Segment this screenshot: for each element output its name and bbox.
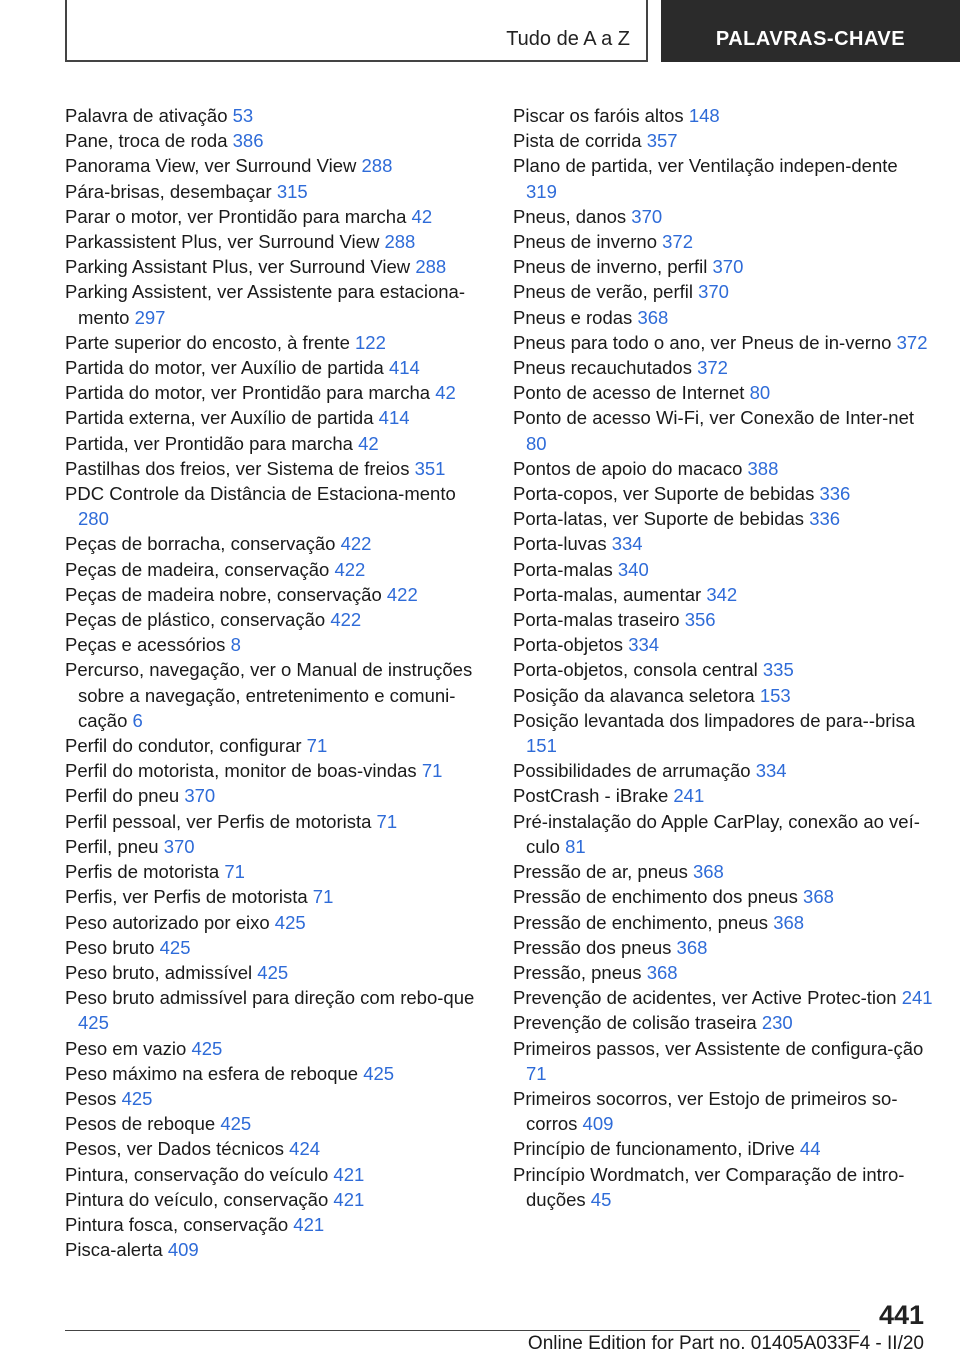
index-entry-page-link[interactable]: 71 [224, 861, 245, 883]
index-entry [513, 380, 933, 405]
index-entry-page-link[interactable]: 370 [163, 835, 195, 857]
index-entry-page-link[interactable]: 388 [747, 457, 779, 479]
index-entry [65, 557, 490, 582]
index-entry [513, 985, 933, 1010]
index-entry-page-link[interactable]: 368 [773, 911, 805, 933]
index-entry [65, 607, 490, 632]
index-entry-page-link[interactable]: 356 [684, 609, 716, 631]
index-entry-term: Primeiros passos, ver Assistente de configura-ção [513, 1037, 924, 1059]
index-entry-page-link[interactable]: 336 [819, 483, 851, 505]
index-column-right [513, 103, 933, 1212]
index-entry-page-link[interactable]: 288 [415, 256, 447, 278]
index-entry [65, 1212, 490, 1237]
index-entry-page-link[interactable]: 6 [132, 709, 143, 731]
index-entry-term: Pressão de enchimento, pneus [513, 911, 769, 933]
index-entry [513, 758, 933, 783]
index-entry [65, 179, 490, 204]
index-entry-page-link[interactable]: 80 [749, 382, 771, 404]
index-entry-page-link[interactable]: 44 [799, 1138, 821, 1160]
index-entry-term: Porta-malas [513, 558, 613, 580]
tab-label: PALAVRAS-CHAVE [715, 28, 906, 50]
index-entry-page-link[interactable]: 372 [896, 331, 928, 353]
index-entry [513, 1086, 933, 1136]
index-entry-term: Partida do motor, ver Prontidão para marcha [65, 382, 431, 404]
index-entry-page-link[interactable]: 351 [414, 457, 446, 479]
index-entry-term: Posição levantada dos limpadores de para--brisa [513, 709, 916, 731]
index-entry-page-link[interactable]: 153 [759, 684, 791, 706]
index-entry [65, 128, 490, 153]
index-entry-page-link[interactable]: 421 [333, 1163, 365, 1185]
index-entry-page-link[interactable]: 297 [134, 306, 166, 328]
index-entry [65, 1136, 490, 1161]
index-entry-term: Panorama View, ver Surround View [65, 155, 357, 177]
index-entry-page-link[interactable]: 80 [526, 432, 547, 454]
index-entry-page-link[interactable]: 425 [78, 1012, 109, 1034]
index-entry [513, 254, 933, 279]
index-column-left [65, 103, 490, 1262]
index-entry-page-link[interactable]: 368 [646, 961, 678, 983]
index-entry-term: Pneus de verão, perfil [513, 281, 693, 303]
index-entry-term: Pesos [65, 1087, 117, 1109]
index-entry [65, 405, 490, 430]
index-entry [65, 733, 490, 758]
index-entry-term: Pressão de ar, pneus [513, 861, 688, 883]
index-entry-page-link[interactable]: 288 [384, 231, 416, 253]
index-entry-term: Peso autorizado por eixo [65, 911, 270, 933]
index-entry-term: Pesos de reboque [65, 1113, 216, 1135]
index-entry [65, 204, 490, 229]
index-entry [513, 960, 933, 985]
index-entry-page-link[interactable]: 370 [631, 205, 663, 227]
index-entry-page-link[interactable]: 315 [276, 180, 308, 202]
index-entry [65, 103, 490, 128]
index-entry-term: Peças de madeira, conservação [65, 558, 330, 580]
index-entry-term: Posição da alavanca seletora [513, 684, 755, 706]
index-entry [513, 783, 933, 808]
index-entry-term: Porta-copos, ver Suporte de bebidas [513, 483, 815, 505]
index-entry-term: Ponto de acesso Wi-Fi, ver Conexão de Inter-net [513, 407, 915, 429]
index-entry-page-link[interactable]: 422 [340, 533, 372, 555]
index-entry-term: Peças de madeira nobre, conservação [65, 583, 382, 605]
index-entry [65, 254, 490, 279]
index-entry [65, 431, 490, 456]
index-entry [65, 884, 490, 909]
index-entry-term: Pressão dos pneus [513, 936, 672, 958]
index-entry-term: Pré-instalação do Apple CarPlay, conexão ao veí-culo [513, 810, 920, 857]
index-entry-term: Parar o motor, ver Prontidão para marcha [65, 205, 407, 227]
index-entry-term: Partida, ver Prontidão para marcha [65, 432, 353, 454]
index-entry-page-link[interactable]: 425 [363, 1062, 395, 1084]
index-entry-page-link[interactable]: 414 [388, 357, 420, 379]
index-entry [513, 481, 933, 506]
index-entry-page-link[interactable]: 241 [901, 987, 933, 1009]
index-entry-term: Pane, troca de roda [65, 130, 228, 152]
index-entry-page-link[interactable]: 422 [334, 558, 366, 580]
index-entry-term: Perfil do motorista, monitor de boas-vindas [65, 760, 417, 782]
index-entry-term: Pintura do veículo, conservação [65, 1188, 329, 1210]
index-entry-term: Peso bruto [65, 936, 155, 958]
index-entry-page-link[interactable]: 422 [386, 583, 418, 605]
index-entry-page-link[interactable]: 230 [761, 1012, 793, 1034]
index-entry-term: Plano de partida, ver Ventilação indepen-dente [513, 155, 898, 177]
index-entry-term: Prevenção de acidentes, ver Active Protec-tion [513, 987, 897, 1009]
index-entry-term: Prevenção de colisão traseira [513, 1012, 757, 1034]
index-entry-page-link[interactable]: 370 [698, 281, 729, 303]
index-entry [513, 607, 933, 632]
index-entry [65, 783, 490, 808]
page-number: 441 [878, 1300, 924, 1330]
index-entry-term: Porta-malas traseiro [513, 609, 680, 631]
index-entry-page-link[interactable]: 368 [803, 886, 834, 908]
index-entry-page-link[interactable]: 372 [697, 357, 728, 379]
index-entry [513, 935, 933, 960]
index-entry-term: Porta-malas, aumentar [513, 583, 702, 605]
index-entry [513, 330, 933, 355]
index-entry [513, 305, 933, 330]
index-entry [513, 1036, 933, 1086]
index-entry [65, 1111, 490, 1136]
index-entry [513, 582, 933, 607]
index-entry [65, 355, 490, 380]
index-entry-page-link[interactable]: 335 [762, 659, 794, 681]
index-entry-term: Peso bruto, admissível [65, 961, 253, 983]
index-entry-term: Peso bruto admissível para direção com rebo-que [65, 987, 475, 1009]
index-entry [513, 153, 933, 203]
index-entry-term: Pressão de enchimento dos pneus [513, 886, 798, 908]
index-entry [513, 1136, 933, 1161]
index-entry [513, 809, 933, 859]
index-entry-page-link[interactable]: 368 [692, 861, 724, 883]
index-entry-page-link[interactable]: 71 [376, 810, 398, 832]
index-entry-term: Porta-objetos, consola central [513, 659, 758, 681]
index-entry-term: Parkassistent Plus, ver Surround View [65, 231, 380, 253]
index-entry [65, 531, 490, 556]
index-entry [513, 456, 933, 481]
index-entry [65, 960, 490, 985]
index-entry [513, 859, 933, 884]
index-entry-term: Pressão, pneus [513, 961, 642, 983]
index-entry-page-link[interactable]: 45 [590, 1188, 612, 1210]
index-entry [513, 355, 933, 380]
index-entry [65, 229, 490, 254]
index-entry [65, 481, 490, 531]
index-entry-page-link[interactable]: 414 [378, 407, 410, 429]
index-entry-term: Parking Assistant Plus, ver Surround View [65, 256, 411, 278]
index-entry-term: Percurso, navegação, ver o Manual de instruções sobre a navegação, entretenimento e comuni-cação [65, 659, 473, 731]
index-entry-term: Pneus recauchutados [513, 357, 692, 379]
index-entry-term: Pastilhas dos freios, ver Sistema de freios [65, 457, 410, 479]
index-entry [513, 204, 933, 229]
index-entry-term: Princípio Wordmatch, ver Comparação de intro-duções [513, 1163, 905, 1210]
index-entry-term: Perfil do pneu [65, 785, 180, 807]
index-entry-page-link[interactable]: 151 [526, 735, 557, 757]
index-entry-term: Pneus de inverno, perfil [513, 256, 708, 278]
index-entry [65, 279, 490, 329]
index-entry-page-link[interactable]: 425 [191, 1037, 223, 1059]
index-entry-term: Peças de borracha, conservação [65, 533, 336, 555]
index-entry-page-link[interactable]: 340 [617, 558, 649, 580]
index-entry-term: Pista de corrida [513, 130, 642, 152]
index-entry-term: Princípio de funcionamento, iDrive [513, 1138, 795, 1160]
index-entry-term: Porta-objetos [513, 634, 624, 656]
index-entry-page-link[interactable]: 421 [333, 1188, 365, 1210]
index-entry-page-link[interactable]: 370 [712, 256, 744, 278]
index-entry-page-link[interactable]: 81 [565, 835, 586, 857]
index-entry [65, 380, 490, 405]
index-entry-term: Peças e acessórios [65, 634, 226, 656]
index-entry [65, 1237, 490, 1262]
index-entry [65, 834, 490, 859]
index-entry-term: Perfis, ver Perfis de motorista [65, 886, 308, 908]
index-entry-page-link[interactable]: 368 [637, 306, 669, 328]
index-entry-term: Possibilidades de arrumação [513, 760, 751, 782]
index-entry [513, 506, 933, 531]
index-entry-term: Perfil, pneu [65, 835, 159, 857]
index-entry-term: Partida do motor, ver Auxílio de partida [65, 357, 384, 379]
index-entry-term: Pintura, conservação do veículo [65, 1163, 329, 1185]
index-entry-page-link[interactable]: 71 [526, 1062, 547, 1084]
index-entry-page-link[interactable]: 421 [293, 1213, 325, 1235]
index-entry-page-link[interactable]: 42 [435, 382, 456, 404]
index-entry-page-link[interactable]: 319 [526, 180, 557, 202]
index-entry-term: Partida externa, ver Auxílio de partida [65, 407, 374, 429]
index-entry-page-link[interactable]: 241 [673, 785, 705, 807]
index-entry-term: Pontos de apoio do macaco [513, 457, 743, 479]
index-entry-page-link[interactable]: 71 [306, 735, 328, 757]
header-section-box [65, 0, 648, 62]
index-entry [513, 557, 933, 582]
index-entry-term: PostCrash - iBrake [513, 785, 669, 807]
index-entry-term: Peso máximo na esfera de reboque [65, 1062, 359, 1084]
index-entry [513, 708, 933, 758]
footer-divider [65, 1330, 860, 1331]
index-entry-page-link[interactable]: 288 [361, 155, 393, 177]
index-entry-term: Perfil do condutor, configurar [65, 735, 302, 757]
index-entry [65, 935, 490, 960]
index-entry-term: PDC Controle da Distância de Estaciona-mento [65, 483, 456, 505]
index-entry [513, 683, 933, 708]
index-entry-term: Pneus para todo o ano, ver Pneus de in-verno [513, 331, 892, 353]
index-entry-page-link[interactable]: 357 [646, 130, 678, 152]
index-entry-term: Peças de plástico, conservação [65, 609, 326, 631]
index-entry-page-link[interactable]: 71 [421, 760, 443, 782]
index-entry [513, 657, 933, 682]
index-entry-page-link[interactable]: 425 [257, 961, 289, 983]
index-entry [65, 758, 490, 783]
index-entry [65, 985, 490, 1035]
index-entry [65, 153, 490, 178]
index-entry-term: Porta-luvas [513, 533, 607, 555]
index-entry [65, 1086, 490, 1111]
index-entry-term: Parte superior do encosto, à frente [65, 331, 350, 353]
index-entry-page-link[interactable]: 370 [184, 785, 216, 807]
index-entry-page-link[interactable]: 42 [411, 205, 433, 227]
index-entry-page-link[interactable]: 280 [78, 508, 109, 530]
index-entry-term: Pesos, ver Dados técnicos [65, 1138, 285, 1160]
index-entry [513, 128, 933, 153]
index-entry [65, 330, 490, 355]
index-entry-page-link[interactable]: 386 [232, 130, 264, 152]
index-entry [513, 405, 933, 455]
index-entry-term: Pneus e rodas [513, 306, 633, 328]
index-entry-page-link[interactable]: 71 [312, 886, 334, 908]
index-entry-term: Perfis de motorista [65, 861, 220, 883]
index-entry [513, 884, 933, 909]
index-entry-page-link[interactable]: 422 [330, 609, 362, 631]
index-entry [65, 809, 490, 834]
index-entry [65, 859, 490, 884]
index-entry-term: Pneus de inverno [513, 231, 657, 253]
index-entry [513, 1162, 933, 1212]
index-entry-page-link[interactable]: 148 [688, 105, 720, 126]
index-entry-page-link[interactable]: 42 [358, 432, 379, 454]
index-entry-term: Perfil pessoal, ver Perfis de motorista [65, 810, 372, 832]
index-entry-page-link[interactable]: 425 [274, 911, 306, 933]
index-entry-page-link[interactable]: 122 [355, 331, 386, 353]
index-entry-page-link[interactable]: 334 [611, 533, 643, 555]
index-entry [513, 1010, 933, 1035]
index-entry-term: Porta-latas, ver Suporte de bebidas [513, 508, 805, 530]
index-entry [65, 657, 490, 733]
index-entry [513, 279, 933, 304]
index-entry-page-link[interactable]: 425 [121, 1087, 153, 1109]
index-entry-term: Piscar os faróis altos [513, 105, 684, 126]
index-entry [513, 632, 933, 657]
index-entry [513, 910, 933, 935]
index-entry-page-link[interactable]: 53 [232, 105, 254, 126]
index-entry-term: Pneus, danos [513, 205, 627, 227]
index-entry-term: Parking Assistent, ver Assistente para estaciona-mento [65, 281, 466, 328]
index-entry-page-link[interactable]: 368 [676, 936, 708, 958]
index-entry-term: Pisca-alerta [65, 1239, 163, 1261]
index-entry-page-link[interactable]: 409 [582, 1113, 614, 1135]
index-entry-page-link[interactable]: 334 [755, 760, 787, 782]
index-entry-page-link[interactable]: 336 [809, 508, 841, 530]
index-entry-page-link[interactable]: 424 [289, 1138, 321, 1160]
index-entry-page-link[interactable]: 372 [662, 231, 694, 253]
index-entry-term: Ponto de acesso de Internet [513, 382, 745, 404]
index-entry-page-link[interactable]: 409 [167, 1239, 199, 1261]
index-entry [65, 1036, 490, 1061]
index-entry [65, 632, 490, 657]
header-tab [661, 0, 960, 62]
index-entry-term: Peso em vazio [65, 1037, 187, 1059]
index-entry-page-link[interactable]: 334 [628, 634, 660, 656]
index-entry [513, 103, 933, 128]
index-entry-page-link[interactable]: 342 [706, 583, 738, 605]
index-entry [65, 1061, 490, 1086]
index-entry-term: Pintura fosca, conservação [65, 1213, 289, 1235]
index-entry-page-link[interactable]: 8 [230, 634, 241, 656]
index-entry-term: Primeiros socorros, ver Estojo de primeiros so-corros [513, 1087, 898, 1135]
index-entry-term: Pára-brisas, desembaçar [65, 180, 272, 202]
index-entry [65, 456, 490, 481]
index-entry [65, 910, 490, 935]
index-entry-term: Palavra de ativação [65, 105, 228, 126]
index-entry [513, 531, 933, 556]
index-entry [65, 1187, 490, 1212]
index-entry-page-link[interactable]: 425 [220, 1113, 252, 1135]
index-entry-page-link[interactable]: 425 [159, 936, 191, 958]
footer-edition-note: Online Edition for Part no. 01405A033F4 - II/20 [527, 1333, 924, 1354]
index-entry [65, 1162, 490, 1187]
section-title: Tudo de A a Z [506, 28, 630, 50]
index-entry [65, 582, 490, 607]
index-entry [513, 229, 933, 254]
